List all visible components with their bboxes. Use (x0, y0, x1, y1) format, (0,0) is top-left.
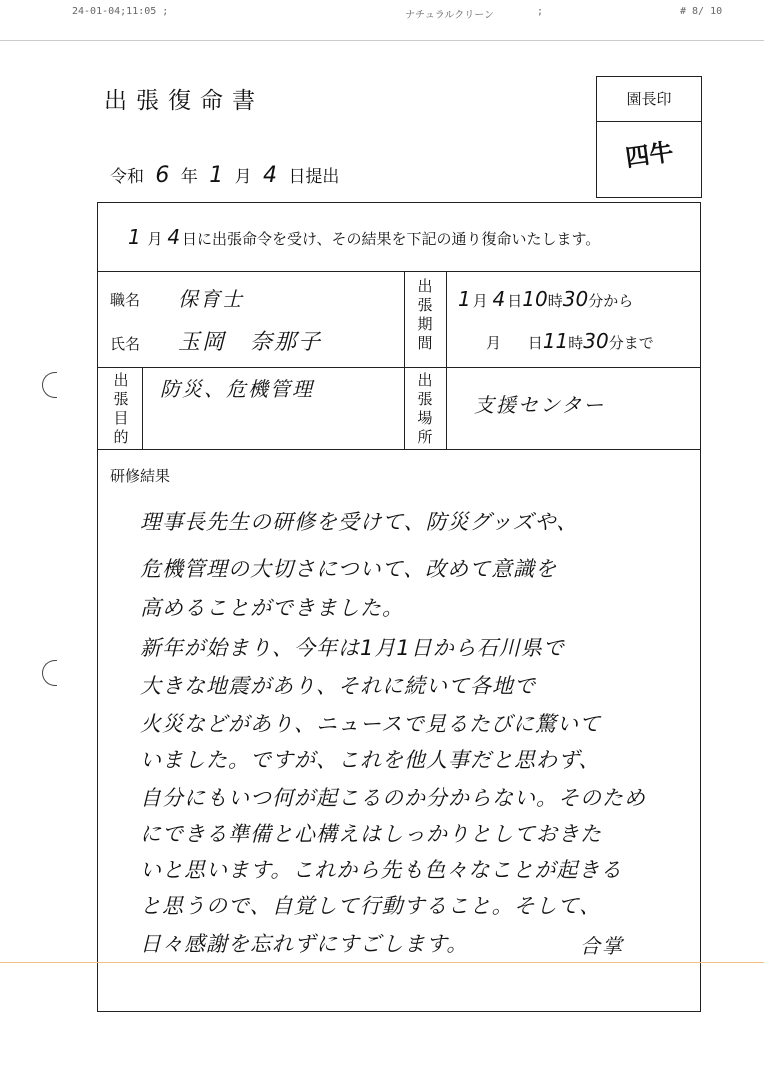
period-start (458, 287, 633, 311)
fax-page-number: # 8/ 10 (680, 6, 723, 17)
report-line: 日々感謝を忘れずにすごします。 (140, 932, 469, 956)
stamp-label: 園長印 (597, 77, 701, 122)
fax-sender: ナチュラルクリーン (405, 10, 494, 21)
report-line: 新年が始まり、今年は1月1日から石川県で (140, 636, 565, 660)
day-value: 4 (263, 163, 278, 188)
column-divider (404, 271, 405, 449)
report-line: 理事長先生の研修を受けて、防災グッズや、 (140, 510, 579, 534)
end-month-unit: 月 (486, 334, 502, 352)
report-line: 大きな地震があり、それに続いて各地で (140, 674, 536, 698)
punch-hole-mark (42, 660, 57, 686)
end-hour: 11 (542, 329, 569, 353)
start-day: 4 (492, 287, 508, 311)
fax-separator: ; (537, 6, 544, 17)
report-line: 自分にもいつ何が起こるのか分からない。そのため (140, 786, 646, 810)
start-hour: 10 (522, 287, 548, 311)
end-day-unit: 日 (527, 334, 543, 352)
submission-date (110, 162, 339, 188)
order-day-value: 4 (167, 225, 183, 249)
order-month-unit: 月 (147, 230, 163, 248)
fax-divider (0, 40, 764, 41)
purpose-label: 出張目的 (113, 371, 129, 446)
stamp-box (596, 76, 702, 198)
end-minute: 30 (583, 329, 609, 353)
report-line: 火災などがあり、ニュースで見るたびに驚いて (140, 712, 601, 736)
row-divider (98, 367, 700, 368)
era-label: 令和 (110, 167, 144, 187)
start-day-unit: 日 (507, 292, 523, 310)
order-sentence (128, 225, 600, 249)
name-value: 玉岡 奈那子 (178, 330, 323, 355)
month-unit: 月 (234, 167, 252, 187)
order-month-value: 1 (128, 225, 143, 249)
start-minute: 30 (562, 287, 589, 311)
month-value: 1 (209, 163, 224, 188)
report-line: 高めることができました。 (140, 596, 404, 620)
period-label: 出張期間 (417, 277, 433, 352)
start-month-unit: 月 (472, 292, 488, 310)
gassho-mark: 合掌 (580, 934, 624, 958)
name-label: 氏名 (110, 335, 141, 353)
result-label: 研修結果 (110, 467, 171, 485)
report-line: 危機管理の大切さについて、改めて意識を (140, 557, 558, 581)
report-line: いと思います。これから先も色々なことが起きる (140, 858, 623, 882)
page-title: 出張復命書 (104, 88, 264, 114)
place-value: 支援センター (474, 393, 606, 417)
day-unit: 日提出 (288, 167, 340, 187)
job-value: 保育士 (178, 287, 244, 311)
report-line: にできる準備と心構えはしっかりとしておきた (140, 822, 602, 846)
period-end (486, 329, 654, 353)
purpose-value: 防災、危機管理 (160, 377, 314, 401)
column-divider (142, 367, 143, 449)
job-label: 職名 (110, 291, 141, 309)
start-month: 1 (458, 287, 473, 311)
start-hour-unit: 時 (547, 292, 563, 310)
end-minute-unit: 分まで (608, 334, 654, 352)
year-value: 6 (155, 163, 170, 188)
place-label: 出張場所 (417, 371, 433, 446)
year-unit: 年 (180, 167, 198, 187)
row-divider (98, 449, 700, 450)
order-sentence-text: 日に出張命令を受け、その結果を下記の通り復命いたします。 (182, 230, 601, 248)
fax-timestamp: 24-01-04;11:05 ; (72, 6, 169, 17)
report-line: と思うので、自覚して行動すること。そして、 (140, 894, 602, 918)
start-minute-unit: 分から (588, 292, 634, 310)
stamp-seal: 四牛 (623, 137, 676, 173)
punch-hole-mark (42, 372, 57, 398)
scan-guide-line (0, 962, 764, 963)
report-line: いました。ですが、これを他人事だと思わず、 (140, 748, 601, 772)
column-divider (446, 271, 447, 449)
end-hour-unit: 時 (568, 334, 584, 352)
row-divider (98, 271, 700, 272)
